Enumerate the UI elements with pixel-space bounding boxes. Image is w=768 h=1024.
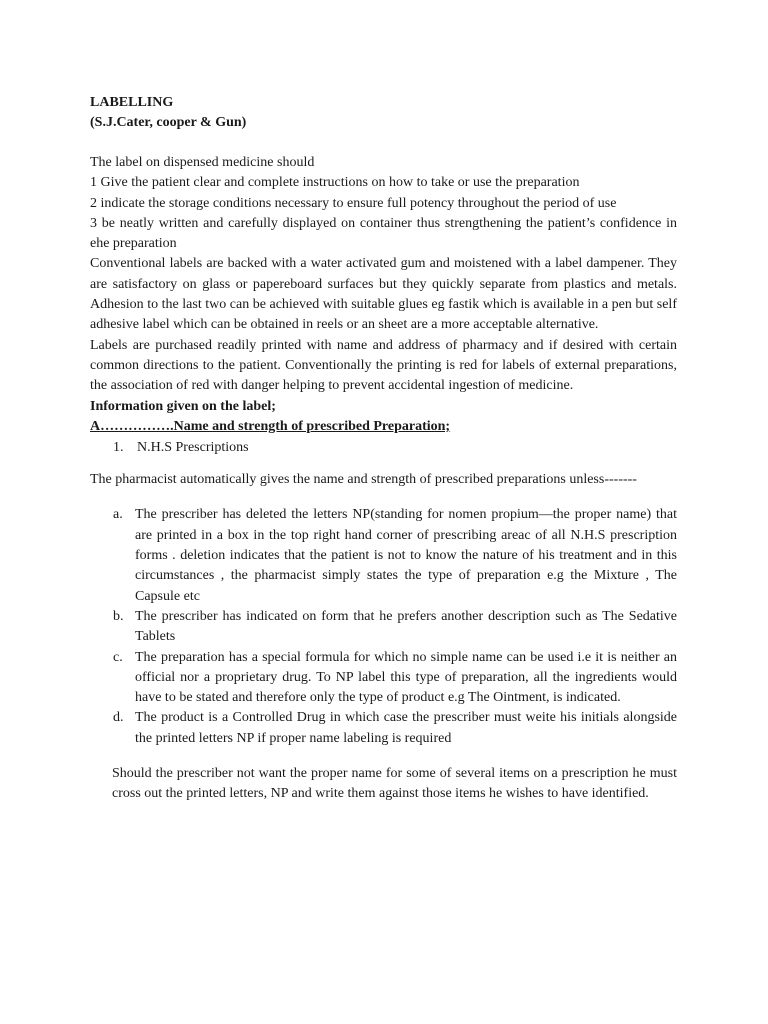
list-marker: b. xyxy=(113,608,124,624)
numbered-item-number: 1. xyxy=(113,440,124,456)
intro-point-1: 1 Give the patient clear and complete instructions on how to take or use the preparation xyxy=(90,175,580,191)
numbered-item-text: N.H.S Prescriptions xyxy=(137,440,249,456)
paragraph-conventional-labels: Conventional labels are backed with a water activated gum and moistened with a label dampener. They are satisfactory on glass or papereboard surfaces but they quickly separate from plastics and metals. Adhesion to the last two can be achieved with suitable glues eg fastik which is available in a pen but self adhesive label which can be obtained in reels or an sheet are a more acceptable alternative. xyxy=(90,256,677,333)
info-heading: Information given on the label; xyxy=(90,398,276,414)
numbered-item xyxy=(113,437,677,458)
paragraph-unless: The pharmacist automatically gives the name and strength of prescribed preparations unless------- xyxy=(90,472,637,488)
section-a-heading: A…………….Name and strength of prescribed Preparation; xyxy=(90,418,451,434)
document-title: LABELLING xyxy=(90,95,174,110)
paragraph-purchased-labels: Labels are purchased readily printed with name and address of pharmacy and if desired with certain common directions to the patient. Conventionally the printing is red for labels of external preparations, the association of red with danger helping to prevent accidental ingestion of medicine. xyxy=(90,337,677,394)
list-item-text: The prescriber has indicated on form that he prefers another description such as The Sedative Tablets xyxy=(135,608,677,645)
closing-paragraph: Should the prescriber not want the proper name for some of several items on a prescription he must cross out the printed letters, NP and write them against those items he wishes to have identified. xyxy=(112,766,677,802)
intro-lead: The label on dispensed medicine should xyxy=(90,155,315,170)
list-item xyxy=(90,708,677,749)
document-subtitle: (S.J.Cater, cooper & Gun) xyxy=(90,115,247,130)
list-item xyxy=(90,505,677,606)
list-item xyxy=(90,648,677,709)
intro-point-2: 2 indicate the storage conditions necessary to ensure full potency throughout the period of use xyxy=(90,195,617,211)
list-marker: a. xyxy=(113,507,123,523)
list-marker: c. xyxy=(113,649,123,665)
list-item xyxy=(90,607,677,648)
alpha-list xyxy=(90,505,677,749)
intro-point-3: 3 be neatly written and carefully displayed on container thus strengthening the patient’s confidence in ehe preparation xyxy=(90,215,677,252)
list-marker: d. xyxy=(113,710,124,726)
list-item-text: The product is a Controlled Drug in which case the prescriber must weite his initials alongside the printed letters NP if proper name labeling is required xyxy=(135,710,677,746)
list-item-text: The preparation has a special formula for which no simple name can be used i.e it is neither an official nor a proprietary drug. To NP label this type of preparation, all the ingredients would have to be stated and therefore only the type of product e.g The Ointment, is indicated. xyxy=(135,649,677,706)
document-page xyxy=(90,93,677,805)
list-item-text: The prescriber has deleted the letters NP(standing for nomen propium—the proper name) that are printed in a box in the top right hand corner of prescribing areac of all N.H.S prescription forms . deletion indicates that the patient is not to know the nature of his treatment and in this circumstances , the pharmacist simply states the type of preparation e.g the Mixture , The Capsule etc xyxy=(135,507,677,604)
